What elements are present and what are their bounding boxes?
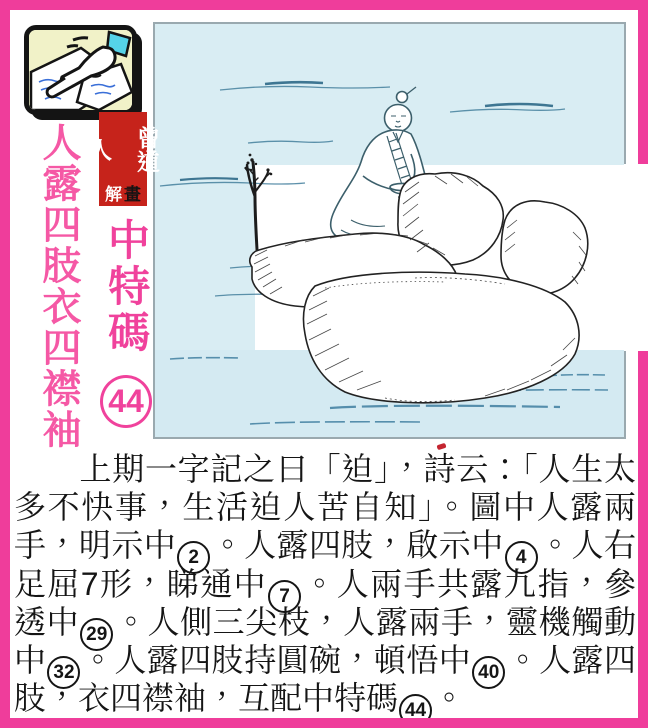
- illustration: [155, 24, 624, 437]
- circled-number: 4: [505, 541, 538, 574]
- banner-sub-right: 畫: [124, 185, 141, 204]
- illustration-frame: [153, 22, 626, 439]
- logo-box: [24, 25, 137, 115]
- circled-number: 32: [47, 656, 80, 689]
- circled-number: 29: [80, 618, 113, 651]
- rock-front: [303, 272, 579, 403]
- vertical-headline: 人露四肢衣四襟袖: [37, 122, 80, 450]
- text-line: 透中 29 。人側三尖枝，人露兩手，靈機觸動: [14, 603, 636, 641]
- text-line: 手，明示中 2 。人露四肢，啟示中 4 。人右: [14, 526, 636, 564]
- circled-number: 2: [177, 541, 210, 574]
- sky-left-strip: [155, 164, 255, 351]
- text-line: 肢，衣四襟袖，互配中特碼 44 。: [14, 679, 636, 717]
- scan-artifact-band: [624, 164, 648, 351]
- subject-title: 中特碼: [103, 218, 150, 356]
- circled-number: 7: [268, 580, 301, 613]
- banner-title: 曾道人: [86, 125, 160, 174]
- circled-number: 40: [472, 656, 505, 689]
- banner-subtitle: [105, 185, 141, 204]
- circled-number: 44: [399, 694, 432, 727]
- text-line: 多不快事，生活迫人苦自知」。圖中人露兩: [14, 489, 636, 526]
- special-number-badge: 44: [100, 375, 152, 428]
- text-line: 足屈7形，睇通中 7 。人兩手共露九指，參: [14, 565, 636, 603]
- author-banner: [86, 112, 160, 206]
- hand-writing-on-paper-icon: [29, 30, 132, 110]
- text-line: 上期一字記之曰「迫」，詩云：「人生太: [14, 451, 636, 487]
- hair-bun: [397, 92, 408, 103]
- text-line: 中 32 。人露四肢持圓碗，頓悟中 40 。人露四: [14, 641, 636, 679]
- banner-sub-left: 解: [105, 185, 122, 204]
- analysis-text: [14, 450, 636, 722]
